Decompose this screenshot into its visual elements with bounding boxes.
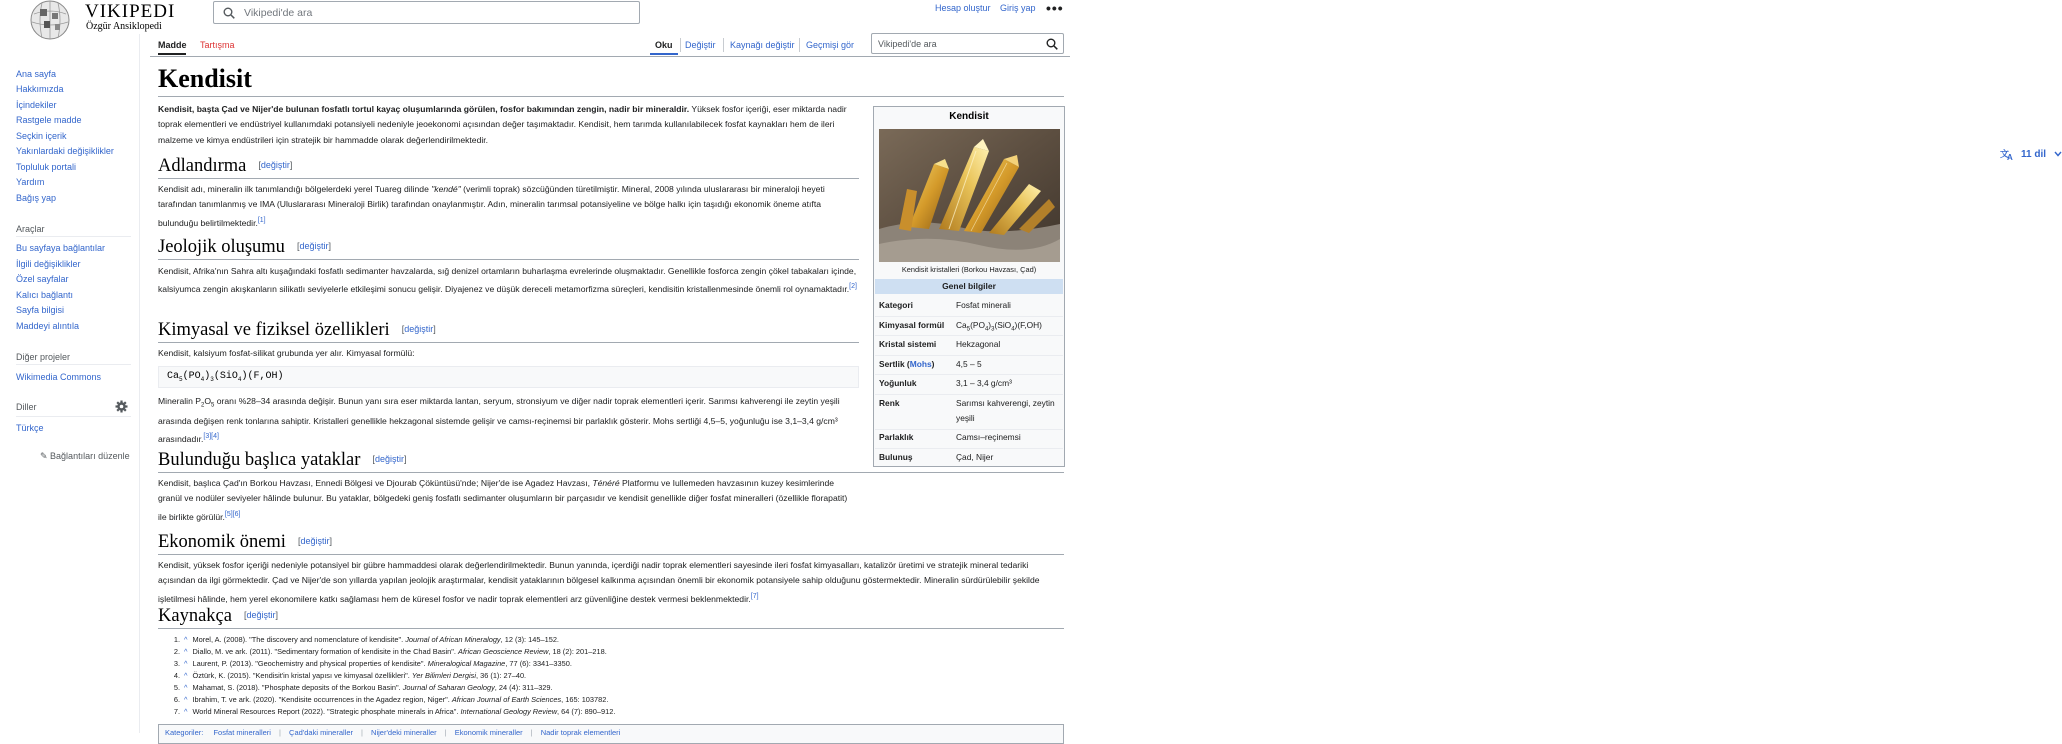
infobox-value: Çad, Nijer xyxy=(956,452,994,462)
backlink-caret[interactable]: ^ xyxy=(184,695,188,704)
edit-label[interactable]: değiştir xyxy=(246,610,276,620)
reference-journal: Yer Bilimleri Dergisi xyxy=(411,671,476,680)
reference-item xyxy=(168,695,608,704)
section-heading-yataklar xyxy=(158,450,406,471)
section-title: Kimyasal ve fiziksel özellikleri xyxy=(158,320,390,340)
infobox-label: Kimyasal formül xyxy=(879,320,945,330)
section-edit-link[interactable]: [değiştir] xyxy=(258,160,293,170)
edit-label[interactable]: değiştir xyxy=(299,241,329,251)
section-heading-ekonomik xyxy=(158,532,332,553)
row-divider xyxy=(875,316,1063,317)
infobox-label-hardness: Sertlik (Mohs) xyxy=(879,359,935,369)
infobox-label: Parlaklık xyxy=(879,432,914,442)
infobox-label: Kristal sistemi xyxy=(879,339,937,349)
infobox-label: Kategori xyxy=(879,300,913,310)
paragraph-text: Platformu ve Iullemeden havzasının kuzey kesimlerinde granül ve nodüler seviyeler hâlinde bulunur. Bu yataklar, bölgedeki geniş fosfatlı sedimanter oluşumların bir parçasıdır ve kendisit genellikle diğer fosfat mineralleri (özellikle florapatit) ile birlikte görülür. xyxy=(158,478,848,522)
paragraph-text: Kendisit, yüksek fosfor içeriği nedeniyle potansiyel bir gübre hammaddesi olarak değerlendirilmektedir. Bunun yanında, içerdiği nadir toprak elementleri sayesinde ileri fosfat kimyasalları, katalizör üretimi ve stratejik mineral tedariki açısından da ilgi görmektedir. Çad ve Nijer'de son yıllarda yapılan jeolojik araştırmalar, kendisit yataklarının bölgesel kalkınma açısından önemli bir ekonomik potansiyele sahip olduğunu göstermektedir. Mineralin sürdürülebilir şekilde işletilmesi hâlinde, hem yerel ekonomilere katkı sağlaması hem de küresel fosfor ve nadir toprak elementleri arz güvenliğine destek vermesi beklenmektedir. xyxy=(158,560,1040,604)
section-paragraph xyxy=(158,476,858,525)
mohs-link[interactable]: Mohs xyxy=(909,359,932,369)
reference-details: , 36 (1): 27–40. xyxy=(475,671,527,680)
section-title: Ekonomik önemi xyxy=(158,532,286,552)
sidebar-item-recent-changes[interactable]: Yakınlardaki değişiklikler xyxy=(16,146,114,156)
reference-details: , 77 (6): 3341–3350. xyxy=(505,659,572,668)
gear-icon[interactable] xyxy=(115,400,128,413)
section-heading-kaynakca xyxy=(158,606,278,627)
infobox-title: Kendisit xyxy=(949,111,989,122)
section-title: Jeolojik oluşumu xyxy=(158,237,285,257)
row-divider xyxy=(875,374,1063,375)
separator: | xyxy=(530,728,533,737)
page-search-input[interactable] xyxy=(871,33,1064,54)
reference-number: 6. xyxy=(173,695,180,704)
reference-journal: African Journal of Earth Sciences xyxy=(451,695,562,704)
backlink-caret[interactable]: ^ xyxy=(184,683,188,692)
svg-text:A: A xyxy=(2007,153,2013,162)
sidebar-item-featured[interactable]: Seçkin içerik xyxy=(16,131,67,141)
tools-heading: Araçlar xyxy=(16,224,45,234)
edit-label[interactable]: değiştir xyxy=(300,536,330,546)
search-icon[interactable] xyxy=(1046,38,1058,50)
other-projects-heading: Diğer projeler xyxy=(16,352,71,362)
divider xyxy=(16,416,131,417)
row-divider xyxy=(875,394,1063,395)
reference-text: Diallo, M. ve ark. (2011). "Sedimentary formation of kendisite in the Chad Basin". xyxy=(192,647,456,656)
row-divider xyxy=(875,448,1063,449)
reference-journal: Journal of Saharan Geology xyxy=(402,683,495,692)
translate-icon xyxy=(2000,148,2014,161)
lead-term: Kendisit, xyxy=(158,104,195,114)
paragraph-text: Kendisit, Afrika'nın Sahra altı kuşağındaki fosfatlı sedimanter havzalarda, sığ denizel ortamların buharlaşma evrelerinde oluşmaktadır. Genellikle fosforca zengin çökel tabakaları içinde, kalsiyumca zengin akışkanların silikatlı seviyelerle etkileşimi sonucu gelişir. Diyajenez ve düşük dereceli metamorfizma süreçleri, kendisitin kristallenmesinde önemli rol oynamaktadır. xyxy=(158,266,857,295)
section-divider xyxy=(158,178,859,179)
separator: | xyxy=(444,728,447,737)
reference-text: Morel, A. (2008). "The discovery and nomenclature of kendisite". xyxy=(192,635,404,644)
reference-details: , 64 (7): 890–912. xyxy=(557,707,616,716)
citation-link[interactable]: [7] xyxy=(750,592,759,600)
tabs-divider xyxy=(150,56,1070,57)
edit-label[interactable]: değiştir xyxy=(374,454,404,464)
tab-edit[interactable]: Değiştir xyxy=(685,40,716,50)
formula-box xyxy=(158,366,859,388)
pencil-icon: ✎ xyxy=(40,451,51,461)
citation-link[interactable]: [5][6] xyxy=(224,510,241,518)
search-icon xyxy=(223,7,235,19)
divider xyxy=(16,364,131,365)
wordmark[interactable]: VIKIPEDI xyxy=(85,1,176,22)
lead-text: Yüksek fosfor içeriği, eser miktarda nadir toprak elementleri ve endüstriyel kullanımdaki potansiyeli nedeniyle jeoekonomi açısından değer taşımaktadır. Kendisit, hem tarımda kullanılabilecek fosfat kaynakları hem de ileri malzeme ve kimya endüstrileri için stratejik bir hammadde olarak değerlendirilmektedir. xyxy=(158,104,847,145)
reference-item xyxy=(168,683,553,692)
header xyxy=(0,0,1080,34)
reference-item xyxy=(168,635,559,644)
sidebar-item-page-info[interactable]: Sayfa bilgisi xyxy=(16,305,65,315)
reference-text: Mahamat, S. (2018). "Phosphate deposits of the Borkou Basin". xyxy=(192,683,401,692)
reference-item xyxy=(168,647,607,656)
mineral-photo[interactable] xyxy=(879,129,1060,262)
login-link[interactable]: Giriş yap xyxy=(1000,3,1036,13)
paragraph-italic: Ténéré xyxy=(592,478,620,488)
section-divider xyxy=(158,342,859,343)
separator: | xyxy=(278,728,281,737)
section-heading-kimyasal xyxy=(158,320,436,341)
category-link[interactable]: Nijer'deki mineraller xyxy=(371,728,437,737)
reference-number: 2. xyxy=(173,647,180,656)
image-caption: Kendisit kristalleri (Borkou Havzası, Çad) xyxy=(901,265,1037,274)
section-title: Adlandırma xyxy=(158,156,247,176)
section-paragraph xyxy=(158,264,858,297)
section-divider xyxy=(158,472,1064,473)
more-options-icon[interactable]: ••• xyxy=(1046,0,1064,16)
languages-heading: Diller xyxy=(16,402,37,412)
section-divider xyxy=(158,259,859,260)
create-account-link[interactable]: Hesap oluştur xyxy=(935,3,991,13)
edit-label[interactable]: değiştir xyxy=(260,160,290,170)
chevron-down-icon xyxy=(2054,151,2062,157)
reference-item xyxy=(168,671,526,680)
sidebar-item-related-changes[interactable]: İlgili değişiklikler xyxy=(16,259,81,269)
lead-paragraph xyxy=(158,102,864,148)
backlink-caret[interactable]: ^ xyxy=(184,671,188,680)
infobox-value-formula: $Ca_5(PO_4)_3(SiO_4)(F,OH)$ xyxy=(956,320,1042,333)
citation-link[interactable]: [2] xyxy=(849,283,857,291)
page-title: Kendisit xyxy=(158,64,252,93)
paragraph-text: (verimli toprak) sözcüğünden türetilmiştir. Mineral, 2008 yılında uluslararası bir mineraloji heyeti tarafından tanımlanmış ve IMA (Uluslararası Mineraloji Birlik) tarafından onaylanmıştır. Adın, mineralin tarımsal potansiyeline ve bölge halkı için taşıdığı ekonomik öneme atıfta bulunduğu belirtilmektedir. xyxy=(158,184,825,228)
sidebar-item-help[interactable]: Yardım xyxy=(16,177,45,187)
reference-number: 4. xyxy=(173,671,180,680)
sidebar-item-language-turkish[interactable]: Türkçe xyxy=(16,423,44,433)
sidebar-item-about[interactable]: Hakkımızda xyxy=(16,84,64,94)
reference-journal: International Geology Review xyxy=(460,707,558,716)
section-edit-link[interactable]: [değiştir] xyxy=(297,536,332,546)
language-count: 11 dil xyxy=(2021,149,2047,160)
reference-text: Ibrahim, T. ve ark. (2020). "Kendisite occurrences in the Agadez region, Niger". xyxy=(192,695,450,704)
infobox-section-header: Genel bilgiler xyxy=(875,279,1063,294)
tab-edit-source[interactable]: Kaynağı değiştir xyxy=(730,40,795,50)
infobox-value: 4,5 – 5 xyxy=(956,359,982,369)
reference-item xyxy=(168,659,572,668)
sidebar-item-random[interactable]: Rastgele madde xyxy=(16,115,82,125)
section-title: Bulunduğu başlıca yataklar xyxy=(158,450,361,470)
search-input[interactable] xyxy=(213,1,640,24)
citation-link[interactable]: [3][4] xyxy=(203,433,219,441)
edit-label[interactable]: değiştir xyxy=(404,324,434,334)
section-heading-jeolojik-olusumu xyxy=(158,237,331,258)
svg-text:文: 文 xyxy=(2000,149,2010,159)
section-paragraph: Mineralin $P_2O_5$ oranı %28–34 arasında değişir. Bunun yanı sıra eser miktarda lantan, seryum, stronsiyum ve diğer nadir toprak elementleri içerir. Sarımsı kahverengi ile zeytin yeşili arasında değişen renk tonlarına sahiptir. Kristalleri genellikle hekzagonal sistemde gelişir ve camsı-reçinemsi bir parlaklık gösterir. Mohs sertliği 4,5–5, yoğunluğu ise 3,1–3,4 g/cm³ arasındadır.[3][4] xyxy=(158,396,840,445)
section-divider xyxy=(158,554,1064,555)
sidebar-item-main-page[interactable]: Ana sayfa xyxy=(16,69,57,79)
paragraph-text: O xyxy=(204,396,212,406)
infobox-value-link[interactable]: Fosfat minerali xyxy=(956,300,1011,310)
chemical-formula: $Ca_5(PO_4)_3(SiO_4)(F,OH)$ xyxy=(167,371,284,383)
section-edit-link[interactable]: [değiştir] xyxy=(296,241,331,251)
reference-details: , 24 (4): 311–329. xyxy=(494,683,553,692)
sidebar-item-donate[interactable]: Bağış yap xyxy=(16,193,57,203)
infobox-value: 3,1 – 3,4 g/cm³ xyxy=(956,378,1012,388)
reference-number: 5. xyxy=(173,683,180,692)
reference-details: , 165: 103782. xyxy=(561,695,609,704)
backlink-caret[interactable]: ^ xyxy=(184,707,188,716)
reference-number: 1. xyxy=(173,635,180,644)
sidebar-item-cite[interactable]: Maddeyi alıntıla xyxy=(16,321,80,331)
section-paragraph xyxy=(158,558,1064,607)
row-divider xyxy=(875,355,1063,356)
infobox xyxy=(873,106,1065,467)
section-edit-link[interactable]: [değiştir] xyxy=(401,324,436,334)
active-tab-indicator xyxy=(158,53,186,55)
section-edit-link[interactable]: [değiştir] xyxy=(372,454,407,464)
formula-intro: Kendisit, kalsiyum fosfat-silikat grubunda yer alır. Kimyasal formülü: xyxy=(158,348,415,358)
reference-journal: Journal of African Mineralogy xyxy=(405,635,501,644)
category-link[interactable]: Fosfat mineralleri xyxy=(213,728,271,737)
edit-links-label: Bağlantıları düzenle xyxy=(50,451,130,461)
tab-separator xyxy=(680,38,681,52)
category-link[interactable]: Ekonomik mineraller xyxy=(454,728,523,737)
reference-text: Öztürk, K. (2015). "Kendisit'in kristal yapısı ve kimyasal özellikleri". xyxy=(192,671,410,680)
tab-article[interactable]: Madde xyxy=(158,40,187,50)
tab-history[interactable]: Geçmişi gör xyxy=(806,40,855,50)
infobox-label: Renk xyxy=(879,398,900,408)
tab-talk[interactable]: Tartışma xyxy=(200,40,235,50)
paragraph-italic: "kendé" xyxy=(431,184,461,194)
tab-separator xyxy=(723,38,724,52)
infobox-label: Yoğunluk xyxy=(879,378,917,388)
infobox-label: Bulunuş xyxy=(879,452,913,462)
reference-text: Laurent, P. (2013). "Geochemistry and physical properties of kendisite". xyxy=(192,659,426,668)
sidebar-item-community[interactable]: Topluluk portali xyxy=(16,162,77,172)
section-title: Kaynakça xyxy=(158,606,232,626)
kendisite-crystal-image xyxy=(879,129,1060,262)
section-paragraph xyxy=(158,182,858,231)
reference-details: , 18 (2): 201–218. xyxy=(548,647,607,656)
divider xyxy=(16,236,131,237)
tagline: Özgür Ansiklopedi xyxy=(86,21,162,32)
reference-number: 7. xyxy=(173,707,180,716)
reference-details: , 12 (3): 145–152. xyxy=(500,635,559,644)
category-link[interactable]: Nadir toprak elementleri xyxy=(540,728,621,737)
reference-number: 3. xyxy=(173,659,180,668)
paragraph-text: oranı %28–34 arasında değişir. Bunun yanı sıra eser miktarda lantan, seryum, stronsiyum ve diğer nadir toprak elementleri içerir. Sarımsı kahverengi ile zeytin yeşili arasında değişen renk tonlarına sahiptir. Kristalleri genellikle hekzagonal sistemde gelişir ve camsı-reçinemsi bir parlaklık gösterir. Mohs sertliği 4,5–5, yoğunluğu ise 3,1–3,4 g/cm³ arasındadır. xyxy=(158,396,840,445)
sidebar-item-permanent-link[interactable]: Kalıcı bağlantı xyxy=(16,290,74,300)
section-heading-adlandirma xyxy=(158,156,292,177)
page-search-placeholder: Vikipedi'de ara xyxy=(878,39,937,49)
search-placeholder: Vikipedi'de ara xyxy=(244,7,313,19)
active-view-indicator xyxy=(650,53,678,55)
categories-label[interactable]: Kategoriler: xyxy=(165,728,204,737)
lead-definition: başta Çad ve Nijer'de bulunan fosfatlı tortul kayaç oluşumlarında görülen, fosfor bakımından zengin, nadir bir mineraldir. xyxy=(196,104,690,114)
backlink-caret[interactable]: ^ xyxy=(184,659,188,668)
sidebar-item-what-links-here[interactable]: Bu sayfaya bağlantılar xyxy=(16,243,106,253)
reference-journal: Mineralogical Magazine xyxy=(427,659,506,668)
infobox-value: Hekzagonal xyxy=(956,339,1001,349)
paragraph-text: Kendisit adı, mineralin ilk tanımlandığı bölgelerdeki yerel Tuareg dilinde xyxy=(158,184,429,194)
tab-read[interactable]: Oku xyxy=(655,40,673,50)
tab-separator xyxy=(799,38,800,52)
backlink-caret[interactable]: ^ xyxy=(184,635,188,644)
paragraph-text: Mineralin P xyxy=(158,396,201,406)
sidebar-item-contents[interactable]: İçindekiler xyxy=(16,100,57,110)
sidebar-item-commons[interactable]: Wikimedia Commons xyxy=(16,372,102,382)
row-divider xyxy=(875,335,1063,336)
sidebar-item-special-pages[interactable]: Özel sayfalar xyxy=(16,274,69,284)
section-divider xyxy=(158,628,1064,629)
backlink-caret[interactable]: ^ xyxy=(184,647,188,656)
infobox-label: Sertlik xyxy=(879,359,905,369)
reference-text: World Mineral Resources Report (2022). "Strategic phosphate minerals in Africa". xyxy=(192,707,459,716)
categories-box xyxy=(158,724,1064,744)
separator: | xyxy=(361,728,363,737)
title-divider xyxy=(158,96,1064,97)
category-link[interactable]: Çad'daki mineraller xyxy=(289,728,353,737)
citation-link[interactable]: [1] xyxy=(257,216,266,224)
reference-item xyxy=(168,707,615,716)
infobox-value: Camsı–reçinemsi xyxy=(956,432,1021,442)
infobox-value: Sarımsı kahverengi, zeytin yeşili xyxy=(956,398,1055,423)
edit-links-button[interactable] xyxy=(40,451,130,462)
reference-journal: African Geoscience Review xyxy=(458,647,549,656)
section-edit-link[interactable]: [değiştir] xyxy=(243,610,279,620)
paragraph-text: Kendisit, başlıca Çad'ın Borkou Havzası, Ennedi Bölgesi ve Djourab Çöküntüsü'nde; Nijer'de ise Agadez Havzası, xyxy=(158,478,590,488)
sidebar xyxy=(0,34,140,733)
